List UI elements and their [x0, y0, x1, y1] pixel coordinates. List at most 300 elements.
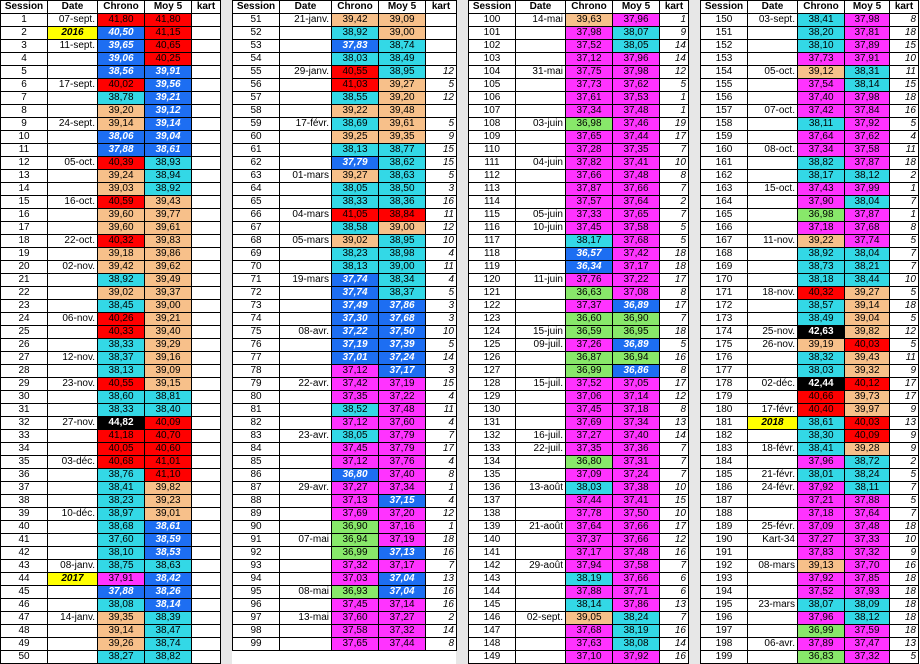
- chrono-cell[interactable]: 37,49: [332, 300, 379, 313]
- moy5-cell[interactable]: 40,09: [145, 417, 192, 430]
- session-cell[interactable]: 81: [233, 404, 280, 417]
- chrono-cell[interactable]: 38,37: [98, 352, 145, 365]
- chrono-cell[interactable]: 38,75: [98, 560, 145, 573]
- moy5-cell[interactable]: 39,04: [145, 131, 192, 144]
- kart-cell[interactable]: 10: [890, 274, 919, 287]
- date-cell[interactable]: [748, 456, 798, 469]
- session-cell[interactable]: 119: [469, 261, 516, 274]
- date-cell[interactable]: [516, 92, 566, 105]
- chrono-cell[interactable]: 40,33: [98, 326, 145, 339]
- moy5-cell[interactable]: 38,82: [145, 651, 192, 664]
- date-cell[interactable]: [48, 183, 98, 196]
- chrono-cell[interactable]: 37,88: [98, 144, 145, 157]
- kart-cell[interactable]: 17: [426, 443, 457, 456]
- session-cell[interactable]: 134: [469, 456, 516, 469]
- chrono-cell[interactable]: 40,05: [98, 443, 145, 456]
- date-cell[interactable]: [48, 105, 98, 118]
- moy5-cell[interactable]: 37,86: [379, 300, 426, 313]
- moy5-cell[interactable]: 37,74: [845, 235, 890, 248]
- chrono-cell[interactable]: 37,12: [332, 417, 379, 430]
- kart-cell[interactable]: 7: [660, 209, 689, 222]
- kart-cell[interactable]: 16: [890, 560, 919, 573]
- kart-cell[interactable]: [192, 482, 221, 495]
- date-cell[interactable]: [48, 170, 98, 183]
- chrono-cell[interactable]: 39,20: [98, 105, 145, 118]
- session-cell[interactable]: 77: [233, 352, 280, 365]
- session-cell[interactable]: 106: [469, 92, 516, 105]
- moy5-cell[interactable]: 39,82: [845, 326, 890, 339]
- moy5-cell[interactable]: 38,04: [845, 248, 890, 261]
- date-cell[interactable]: [280, 157, 332, 170]
- date-cell[interactable]: [280, 495, 332, 508]
- chrono-cell[interactable]: 37,32: [332, 560, 379, 573]
- date-cell[interactable]: [280, 53, 332, 66]
- date-cell[interactable]: [516, 547, 566, 560]
- chrono-cell[interactable]: 37,10: [566, 651, 613, 664]
- session-cell[interactable]: 127: [469, 365, 516, 378]
- chrono-cell[interactable]: 38,41: [798, 14, 845, 27]
- session-cell[interactable]: 32: [1, 417, 48, 430]
- kart-cell[interactable]: 5: [660, 79, 689, 92]
- chrono-cell[interactable]: 37,22: [332, 326, 379, 339]
- kart-cell[interactable]: 4: [426, 495, 457, 508]
- session-cell[interactable]: 25: [1, 326, 48, 339]
- date-cell[interactable]: [280, 248, 332, 261]
- kart-cell[interactable]: 1: [660, 92, 689, 105]
- kart-cell[interactable]: [192, 612, 221, 625]
- kart-cell[interactable]: 10: [660, 482, 689, 495]
- date-cell[interactable]: [516, 235, 566, 248]
- moy5-cell[interactable]: 37,19: [379, 378, 426, 391]
- session-cell[interactable]: 47: [1, 612, 48, 625]
- kart-cell[interactable]: 3: [426, 365, 457, 378]
- session-cell[interactable]: 122: [469, 300, 516, 313]
- moy5-cell[interactable]: 38,09: [845, 599, 890, 612]
- chrono-cell[interactable]: 37,40: [798, 92, 845, 105]
- session-cell[interactable]: 105: [469, 79, 516, 92]
- kart-cell[interactable]: 8: [426, 638, 457, 651]
- date-cell[interactable]: [516, 287, 566, 300]
- kart-cell[interactable]: 9: [890, 365, 919, 378]
- moy5-cell[interactable]: 40,12: [845, 378, 890, 391]
- kart-cell[interactable]: 5: [426, 79, 457, 92]
- date-cell[interactable]: 14-mai: [516, 14, 566, 27]
- session-cell[interactable]: 137: [469, 495, 516, 508]
- session-cell[interactable]: 140: [469, 534, 516, 547]
- date-cell[interactable]: 15-oct.: [748, 183, 798, 196]
- session-cell[interactable]: 102: [469, 40, 516, 53]
- chrono-cell[interactable]: 39,12: [798, 66, 845, 79]
- kart-cell[interactable]: 18: [890, 573, 919, 586]
- chrono-cell[interactable]: 36,57: [566, 248, 613, 261]
- date-cell[interactable]: 02-nov.: [48, 261, 98, 274]
- session-cell[interactable]: 180: [701, 404, 748, 417]
- moy5-cell[interactable]: 38,19: [613, 625, 660, 638]
- kart-cell[interactable]: [192, 222, 221, 235]
- date-cell[interactable]: [280, 79, 332, 92]
- moy5-cell[interactable]: 37,41: [613, 157, 660, 170]
- date-cell[interactable]: [48, 287, 98, 300]
- moy5-cell[interactable]: 39,40: [145, 326, 192, 339]
- kart-cell[interactable]: [192, 443, 221, 456]
- chrono-cell[interactable]: 39,05: [566, 612, 613, 625]
- chrono-cell[interactable]: 44,82: [98, 417, 145, 430]
- chrono-cell[interactable]: 37,12: [566, 53, 613, 66]
- kart-cell[interactable]: 3: [426, 300, 457, 313]
- session-cell[interactable]: 195: [701, 599, 748, 612]
- chrono-cell[interactable]: 38,92: [98, 274, 145, 287]
- session-cell[interactable]: 17: [1, 222, 48, 235]
- moy5-cell[interactable]: 38,21: [845, 261, 890, 274]
- date-cell[interactable]: [48, 339, 98, 352]
- moy5-cell[interactable]: 39,73: [845, 391, 890, 404]
- chrono-cell[interactable]: 40,55: [332, 66, 379, 79]
- moy5-cell[interactable]: 39,00: [145, 300, 192, 313]
- kart-cell[interactable]: [192, 547, 221, 560]
- moy5-cell[interactable]: 37,15: [379, 495, 426, 508]
- chrono-cell[interactable]: 37,17: [566, 547, 613, 560]
- kart-cell[interactable]: 14: [426, 625, 457, 638]
- date-cell[interactable]: [516, 131, 566, 144]
- chrono-cell[interactable]: 38,55: [332, 92, 379, 105]
- date-cell[interactable]: [280, 352, 332, 365]
- chrono-cell[interactable]: 37,78: [566, 508, 613, 521]
- chrono-cell[interactable]: 38,97: [98, 508, 145, 521]
- date-cell[interactable]: [748, 248, 798, 261]
- date-cell[interactable]: [516, 53, 566, 66]
- date-cell[interactable]: 14-janv.: [48, 612, 98, 625]
- date-cell[interactable]: 02-déc.: [748, 378, 798, 391]
- moy5-cell[interactable]: 40,03: [845, 339, 890, 352]
- kart-cell[interactable]: 3: [426, 183, 457, 196]
- chrono-cell[interactable]: 42,63: [798, 326, 845, 339]
- kart-cell[interactable]: 5: [426, 287, 457, 300]
- kart-cell[interactable]: 15: [426, 157, 457, 170]
- kart-cell[interactable]: 12: [660, 391, 689, 404]
- session-cell[interactable]: 167: [701, 235, 748, 248]
- date-cell[interactable]: [516, 313, 566, 326]
- moy5-cell[interactable]: 39,29: [145, 339, 192, 352]
- date-cell[interactable]: 26-nov.: [748, 339, 798, 352]
- kart-cell[interactable]: 16: [426, 547, 457, 560]
- session-cell[interactable]: 150: [701, 14, 748, 27]
- date-cell[interactable]: 22-avr.: [280, 378, 332, 391]
- date-cell[interactable]: 02-sept.: [516, 612, 566, 625]
- moy5-cell[interactable]: 39,21: [145, 313, 192, 326]
- chrono-cell[interactable]: 38,14: [566, 599, 613, 612]
- moy5-cell[interactable]: 37,79: [379, 430, 426, 443]
- kart-cell[interactable]: 12: [660, 66, 689, 79]
- session-cell[interactable]: 118: [469, 248, 516, 261]
- date-cell[interactable]: [48, 404, 98, 417]
- moy5-cell[interactable]: 37,36: [613, 443, 660, 456]
- moy5-cell[interactable]: 39,00: [379, 27, 426, 40]
- session-cell[interactable]: 188: [701, 508, 748, 521]
- moy5-cell[interactable]: 40,03: [845, 417, 890, 430]
- moy5-cell[interactable]: 37,96: [613, 53, 660, 66]
- kart-cell[interactable]: 11: [426, 404, 457, 417]
- moy5-cell[interactable]: 37,60: [379, 417, 426, 430]
- chrono-cell[interactable]: 38,60: [98, 391, 145, 404]
- date-cell[interactable]: 17-sept.: [48, 79, 98, 92]
- chrono-cell[interactable]: 39,13: [798, 560, 845, 573]
- kart-cell[interactable]: 17: [660, 131, 689, 144]
- moy5-cell[interactable]: 39,28: [845, 443, 890, 456]
- chrono-cell[interactable]: 39,03: [98, 183, 145, 196]
- chrono-cell[interactable]: 37,91: [98, 573, 145, 586]
- kart-cell[interactable]: 9: [660, 27, 689, 40]
- moy5-cell[interactable]: 38,40: [145, 404, 192, 417]
- date-cell[interactable]: 04-mars: [280, 209, 332, 222]
- chrono-cell[interactable]: 37,52: [566, 378, 613, 391]
- kart-cell[interactable]: [192, 209, 221, 222]
- session-cell[interactable]: 193: [701, 573, 748, 586]
- moy5-cell[interactable]: 37,48: [845, 521, 890, 534]
- date-cell[interactable]: 23-nov.: [48, 378, 98, 391]
- chrono-cell[interactable]: 36,60: [566, 313, 613, 326]
- chrono-cell[interactable]: 41,18: [98, 430, 145, 443]
- moy5-cell[interactable]: 38,04: [845, 196, 890, 209]
- session-cell[interactable]: 113: [469, 183, 516, 196]
- kart-cell[interactable]: 18: [890, 27, 919, 40]
- date-cell[interactable]: [748, 222, 798, 235]
- moy5-cell[interactable]: 37,41: [613, 495, 660, 508]
- session-cell[interactable]: 97: [233, 612, 280, 625]
- session-cell[interactable]: 199: [701, 651, 748, 664]
- chrono-cell[interactable]: 38,10: [798, 40, 845, 53]
- kart-cell[interactable]: 5: [890, 235, 919, 248]
- kart-cell[interactable]: 18: [660, 326, 689, 339]
- kart-cell[interactable]: [192, 66, 221, 79]
- moy5-cell[interactable]: 40,60: [145, 443, 192, 456]
- session-cell[interactable]: 60: [233, 131, 280, 144]
- session-cell[interactable]: 12: [1, 157, 48, 170]
- date-cell[interactable]: [280, 469, 332, 482]
- session-cell[interactable]: 104: [469, 66, 516, 79]
- chrono-cell[interactable]: 37,74: [332, 274, 379, 287]
- session-cell[interactable]: 149: [469, 651, 516, 664]
- moy5-cell[interactable]: 37,24: [613, 469, 660, 482]
- kart-cell[interactable]: 7: [426, 560, 457, 573]
- kart-cell[interactable]: 8: [660, 365, 689, 378]
- chrono-cell[interactable]: 37,43: [798, 183, 845, 196]
- kart-cell[interactable]: 12: [890, 326, 919, 339]
- session-cell[interactable]: 21: [1, 274, 48, 287]
- date-cell[interactable]: 25-févr.: [748, 521, 798, 534]
- chrono-cell[interactable]: 37,57: [566, 196, 613, 209]
- moy5-cell[interactable]: 39,14: [845, 300, 890, 313]
- kart-cell[interactable]: 18: [890, 612, 919, 625]
- date-cell[interactable]: [516, 183, 566, 196]
- chrono-cell[interactable]: 41,05: [332, 209, 379, 222]
- chrono-cell[interactable]: 37,18: [798, 222, 845, 235]
- session-cell[interactable]: 194: [701, 586, 748, 599]
- chrono-cell[interactable]: 37,65: [332, 638, 379, 651]
- kart-cell[interactable]: 11: [890, 144, 919, 157]
- moy5-cell[interactable]: 37,46: [613, 118, 660, 131]
- date-cell[interactable]: [48, 651, 98, 664]
- date-cell[interactable]: 06-avr.: [748, 638, 798, 651]
- chrono-cell[interactable]: 37,03: [332, 573, 379, 586]
- chrono-cell[interactable]: 38,92: [332, 27, 379, 40]
- moy5-cell[interactable]: 37,39: [379, 339, 426, 352]
- kart-cell[interactable]: 7: [426, 430, 457, 443]
- moy5-cell[interactable]: 37,14: [613, 391, 660, 404]
- kart-cell[interactable]: [192, 560, 221, 573]
- session-cell[interactable]: 115: [469, 209, 516, 222]
- date-cell[interactable]: [516, 261, 566, 274]
- session-cell[interactable]: 158: [701, 118, 748, 131]
- session-cell[interactable]: 89: [233, 508, 280, 521]
- moy5-cell[interactable]: 39,04: [845, 313, 890, 326]
- moy5-cell[interactable]: 38,42: [145, 573, 192, 586]
- moy5-cell[interactable]: 37,87: [845, 157, 890, 170]
- moy5-cell[interactable]: 37,17: [379, 365, 426, 378]
- chrono-cell[interactable]: 39,65: [98, 40, 145, 53]
- date-cell[interactable]: [516, 40, 566, 53]
- date-cell[interactable]: 08-oct.: [748, 144, 798, 157]
- moy5-cell[interactable]: 37,68: [379, 313, 426, 326]
- chrono-cell[interactable]: 37,75: [566, 66, 613, 79]
- date-cell[interactable]: [748, 352, 798, 365]
- date-cell[interactable]: 09-juil.: [516, 339, 566, 352]
- chrono-cell[interactable]: 37,69: [566, 417, 613, 430]
- session-cell[interactable]: 169: [701, 261, 748, 274]
- date-cell[interactable]: [280, 131, 332, 144]
- moy5-cell[interactable]: 36,94: [613, 352, 660, 365]
- kart-cell[interactable]: 11: [890, 352, 919, 365]
- date-cell[interactable]: [516, 599, 566, 612]
- session-cell[interactable]: 98: [233, 625, 280, 638]
- session-cell[interactable]: 3: [1, 40, 48, 53]
- moy5-cell[interactable]: 37,66: [613, 521, 660, 534]
- kart-cell[interactable]: 9: [890, 404, 919, 417]
- moy5-cell[interactable]: 37,08: [613, 287, 660, 300]
- chrono-cell[interactable]: 37,09: [566, 469, 613, 482]
- chrono-cell[interactable]: 37,69: [332, 508, 379, 521]
- moy5-cell[interactable]: 38,12: [845, 170, 890, 183]
- moy5-cell[interactable]: 38,74: [145, 638, 192, 651]
- session-cell[interactable]: 49: [1, 638, 48, 651]
- date-cell[interactable]: 23-mars: [748, 599, 798, 612]
- date-cell[interactable]: 29-août: [516, 560, 566, 573]
- session-cell[interactable]: 163: [701, 183, 748, 196]
- date-cell[interactable]: 05-juin: [516, 209, 566, 222]
- date-cell[interactable]: 03-juin: [516, 118, 566, 131]
- chrono-cell[interactable]: 37,92: [798, 482, 845, 495]
- kart-cell[interactable]: [192, 131, 221, 144]
- moy5-cell[interactable]: 38,11: [845, 482, 890, 495]
- moy5-cell[interactable]: 37,76: [379, 456, 426, 469]
- session-cell[interactable]: 2: [1, 27, 48, 40]
- session-cell[interactable]: 178: [701, 378, 748, 391]
- session-cell[interactable]: 191: [701, 547, 748, 560]
- moy5-cell[interactable]: 37,32: [845, 547, 890, 560]
- date-cell[interactable]: 29-janv.: [280, 66, 332, 79]
- kart-cell[interactable]: 8: [426, 469, 457, 482]
- moy5-cell[interactable]: 37,38: [613, 482, 660, 495]
- kart-cell[interactable]: 7: [890, 196, 919, 209]
- session-cell[interactable]: 148: [469, 638, 516, 651]
- session-cell[interactable]: 83: [233, 430, 280, 443]
- date-cell[interactable]: [280, 599, 332, 612]
- moy5-cell[interactable]: 38,53: [145, 547, 192, 560]
- kart-cell[interactable]: 2: [890, 170, 919, 183]
- kart-cell[interactable]: 7: [660, 313, 689, 326]
- chrono-cell[interactable]: 36,99: [566, 365, 613, 378]
- chrono-cell[interactable]: 38,05: [332, 183, 379, 196]
- session-cell[interactable]: 46: [1, 599, 48, 612]
- moy5-cell[interactable]: 37,40: [613, 430, 660, 443]
- chrono-cell[interactable]: 39,02: [332, 235, 379, 248]
- kart-cell[interactable]: [192, 92, 221, 105]
- kart-cell[interactable]: 14: [426, 352, 457, 365]
- session-cell[interactable]: 185: [701, 469, 748, 482]
- kart-cell[interactable]: [192, 53, 221, 66]
- moy5-cell[interactable]: 37,24: [379, 352, 426, 365]
- chrono-cell[interactable]: 37,01: [332, 352, 379, 365]
- date-cell[interactable]: [516, 27, 566, 40]
- session-cell[interactable]: 69: [233, 248, 280, 261]
- chrono-cell[interactable]: 38,03: [332, 53, 379, 66]
- kart-cell[interactable]: [192, 508, 221, 521]
- date-cell[interactable]: 10-juin: [516, 222, 566, 235]
- kart-cell[interactable]: 16: [426, 586, 457, 599]
- moy5-cell[interactable]: 37,17: [379, 560, 426, 573]
- chrono-cell[interactable]: 42,44: [798, 378, 845, 391]
- date-cell[interactable]: [748, 209, 798, 222]
- chrono-cell[interactable]: 38,76: [98, 469, 145, 482]
- moy5-cell[interactable]: 37,48: [379, 404, 426, 417]
- kart-cell[interactable]: [192, 196, 221, 209]
- chrono-cell[interactable]: 38,33: [98, 339, 145, 352]
- session-cell[interactable]: 38: [1, 495, 48, 508]
- chrono-cell[interactable]: 37,60: [332, 612, 379, 625]
- kart-cell[interactable]: 16: [426, 196, 457, 209]
- chrono-cell[interactable]: 38,08: [98, 599, 145, 612]
- kart-cell[interactable]: 7: [890, 248, 919, 261]
- session-cell[interactable]: 183: [701, 443, 748, 456]
- session-cell[interactable]: 48: [1, 625, 48, 638]
- chrono-cell[interactable]: 37,73: [798, 53, 845, 66]
- moy5-cell[interactable]: 37,19: [379, 534, 426, 547]
- year-marker-cell[interactable]: 2018: [748, 417, 798, 430]
- moy5-cell[interactable]: 37,64: [613, 196, 660, 209]
- date-cell[interactable]: [748, 651, 798, 664]
- chrono-cell[interactable]: 39,22: [798, 235, 845, 248]
- session-cell[interactable]: 79: [233, 378, 280, 391]
- kart-cell[interactable]: [192, 534, 221, 547]
- kart-cell[interactable]: [192, 586, 221, 599]
- kart-cell[interactable]: 7: [660, 560, 689, 573]
- date-cell[interactable]: [516, 469, 566, 482]
- session-cell[interactable]: 36: [1, 469, 48, 482]
- chrono-cell[interactable]: 39,19: [798, 339, 845, 352]
- session-cell[interactable]: 55: [233, 66, 280, 79]
- kart-cell[interactable]: 16: [660, 352, 689, 365]
- date-cell[interactable]: [48, 66, 98, 79]
- moy5-cell[interactable]: 38,08: [613, 638, 660, 651]
- date-cell[interactable]: [748, 573, 798, 586]
- kart-cell[interactable]: 9: [890, 430, 919, 443]
- moy5-cell[interactable]: 37,88: [845, 495, 890, 508]
- chrono-cell[interactable]: 39,14: [98, 625, 145, 638]
- session-cell[interactable]: 24: [1, 313, 48, 326]
- kart-cell[interactable]: [426, 53, 457, 66]
- session-cell[interactable]: 71: [233, 274, 280, 287]
- session-cell[interactable]: 90: [233, 521, 280, 534]
- session-cell[interactable]: 181: [701, 417, 748, 430]
